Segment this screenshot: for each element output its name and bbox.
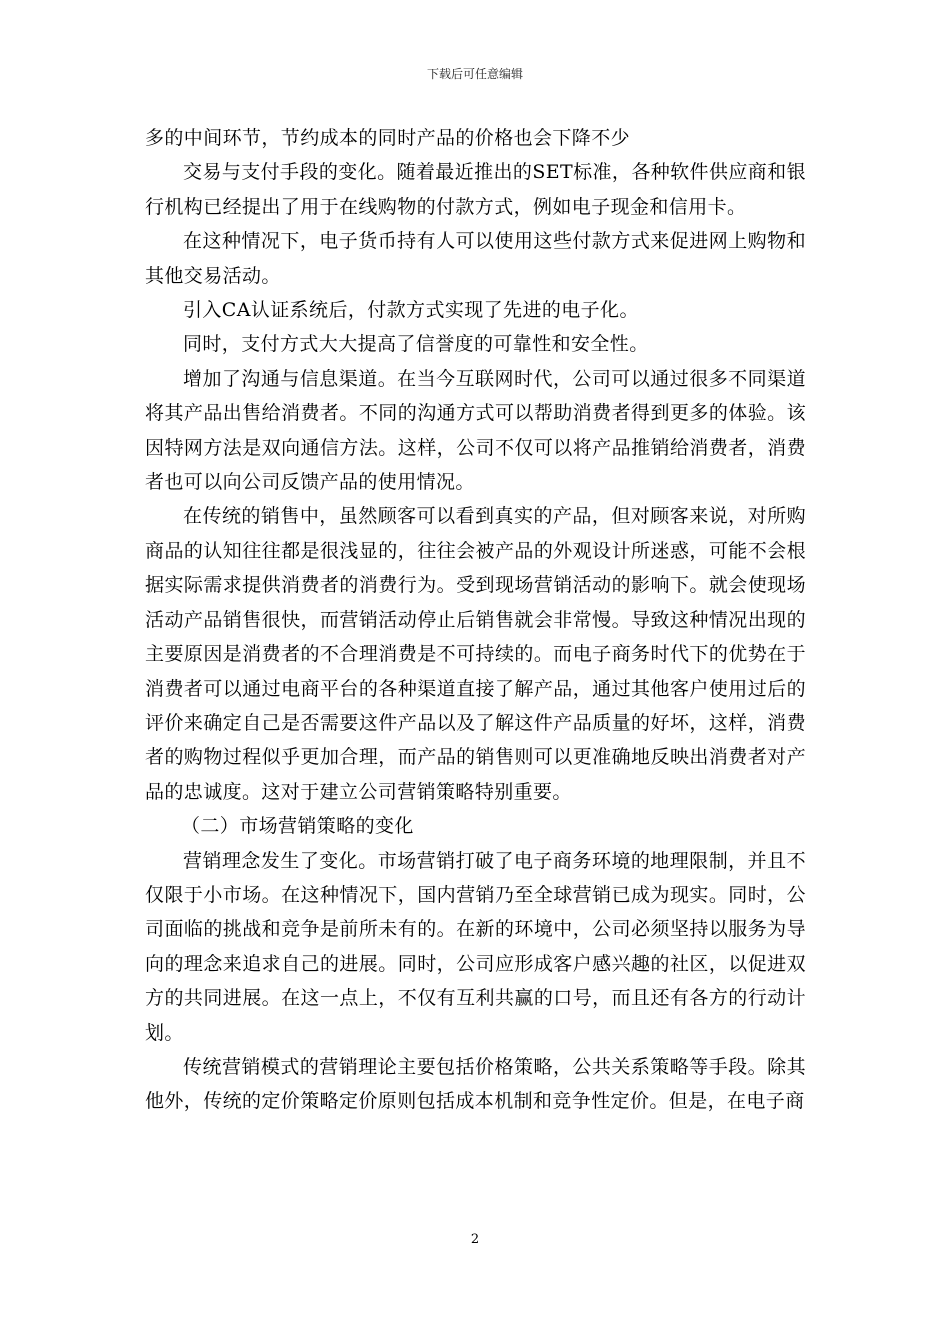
paragraph: 引入CA认证系统后，付款方式实现了先进的电子化。 <box>183 299 639 322</box>
section-heading: （二）市场营销策略的变化 <box>181 815 414 838</box>
paragraph: 传统营销模式的营销理论主要包括价格策略，公共关系策略等手段。除其他外，传统的定价策略定价原则包括成本机制和竞争性定价。但是，在电子商 <box>145 1055 806 1113</box>
paragraph: 同时，支付方式大大提高了信誉度的可靠性和安全性。 <box>183 333 649 356</box>
paragraph: 在传统的销售中，虽然顾客可以看到真实的产品，但对顾客来说，对所购商品的认知往往都是很浅显的，往往会被产品的外观设计所迷惑，可能不会根据实际需求提供消费者的消费行为。受到现场营销活动的影响下。就会使现场活动产品销售很快，而营销活动停止后销售就会非常慢。导致这种情况出现的主要原因是消费者的不合理消费是不可持续的。而电子商务时代下的优势在于消费者可以通过电商平台的各种渠道直接了解产品，通过其他客户使用过后的评价来确定自己是否需要这件产品以及了解这件产品质量的好坏，这样，消费者的购物过程似乎更加合理，而产品的销售则可以更准确地反映出消费者对产品的忠诚度。这对于建立公司营销策略特别重要。 <box>145 505 806 803</box>
paragraph: 多的中间环节，节约成本的同时产品的价格也会下降不少 <box>145 127 631 149</box>
body-text <box>145 121 806 1119</box>
paragraph: 增加了沟通与信息渠道。在当今互联网时代，公司可以通过很多不同渠道将其产品出售给消费者。不同的沟通方式可以帮助消费者得到更多的体验。该因特网方法是双向通信方法。这样，公司不仅可以将产品推销给消费者，消费者也可以向公司反馈产品的使用情况。 <box>145 367 806 494</box>
page-header: 下载后可任意编辑 <box>426 67 523 81</box>
paragraph: 营销理念发生了变化。市场营销打破了电子商务环境的地理限制，并且不仅限于小市场。在这种情况下，国内营销乃至全球营销已成为现实。同时，公司面临的挑战和竞争是前所未有的。在新的环境中，公司必须坚持以服务为导向的理念来追求自己的进展。同时，公司应形成客户感兴趣的社区，以促进双方的共同进展。在这一点上，不仅有互利共赢的口号，而且还有各方的行动计划。 <box>145 849 806 1044</box>
paragraph: 交易与支付手段的变化。随着最近推出的SET标准，各种软件供应商和银行机构已经提出了用于在线购物的付款方式，例如电子现金和信用卡。 <box>145 161 806 218</box>
paragraph: 在这种情况下，电子货币持有人可以使用这些付款方式来促进网上购物和其他交易活动。 <box>145 230 806 287</box>
page-number: 2 <box>470 1232 480 1247</box>
